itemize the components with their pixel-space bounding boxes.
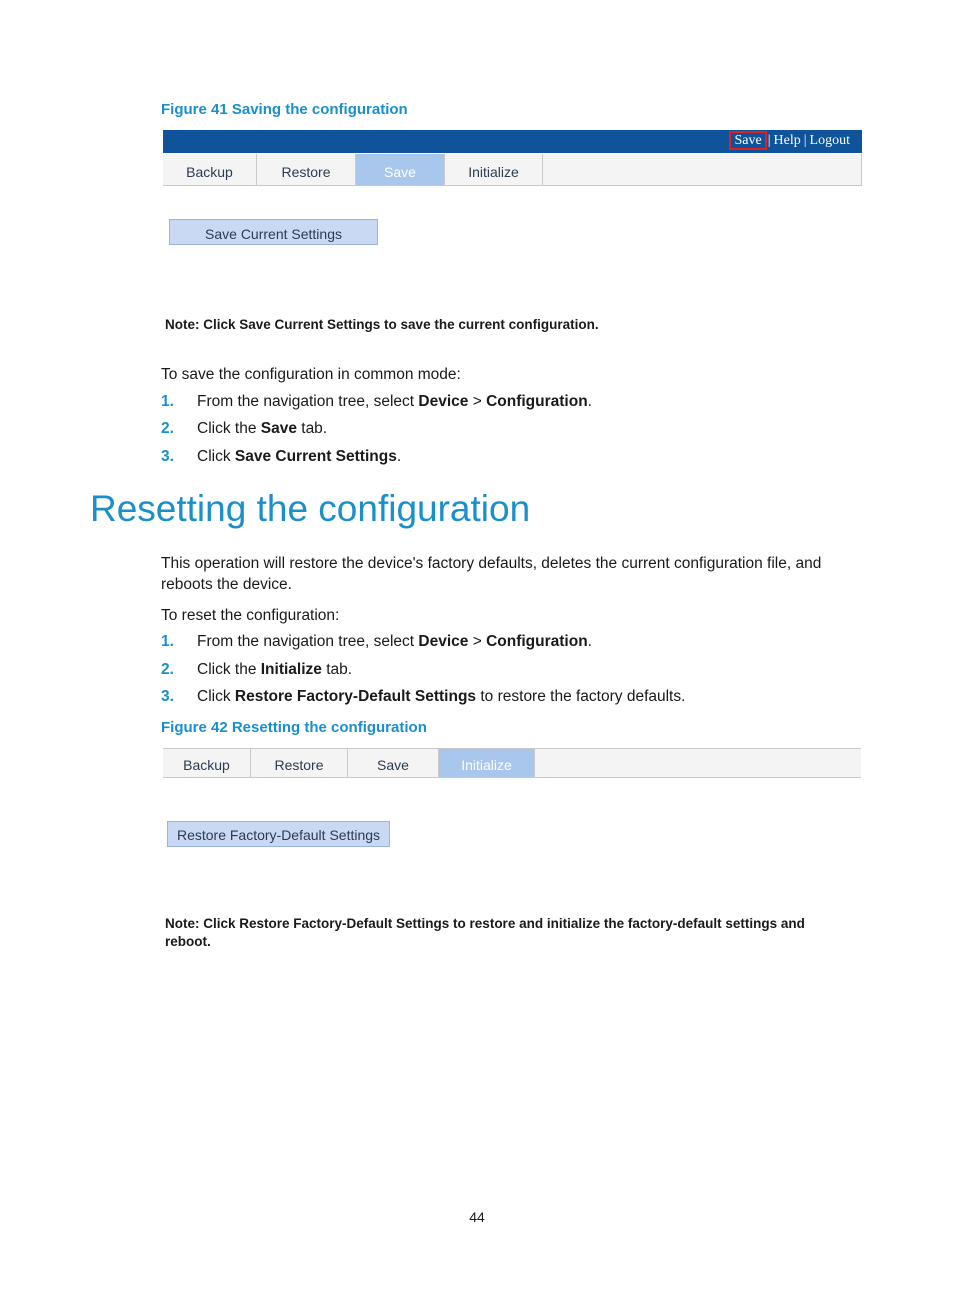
step-number: 3.	[161, 688, 174, 705]
step-text: Click Save Current Settings.	[197, 448, 402, 465]
tab-initialize[interactable]: Initialize	[439, 749, 535, 777]
section-heading: Resetting the configuration	[90, 488, 531, 529]
help-link[interactable]: Help	[773, 133, 801, 148]
figure-42-note	[165, 915, 805, 951]
tab-restore[interactable]: Restore	[251, 749, 348, 777]
restore-factory-default-settings-button[interactable]: Restore Factory-Default Settings	[167, 821, 390, 847]
tab-strip	[163, 154, 862, 186]
step-number: 2.	[161, 661, 174, 678]
figure-41-caption: Figure 41 Saving the configuration	[161, 101, 408, 118]
section-description: This operation will restore the device's factory defaults, deletes the current configuration file, and reboots the device.	[161, 555, 822, 593]
tab-restore[interactable]: Restore	[257, 154, 356, 185]
top-navigation-bar	[163, 130, 862, 153]
save-intro: To save the configuration in common mode:	[161, 366, 461, 383]
link-separator: |	[803, 133, 807, 148]
note-line: reboot.	[165, 934, 211, 949]
note-line: Note: Click Restore Factory-Default Settings to restore and initialize the factory-default settings and	[165, 916, 805, 931]
tab-save[interactable]: Save	[356, 154, 445, 185]
step-text: Click the Save tab.	[197, 420, 328, 437]
step-number: 1.	[161, 393, 174, 410]
step-number: 1.	[161, 633, 174, 650]
reset-intro: To reset the configuration:	[161, 607, 340, 624]
step-number: 2.	[161, 420, 174, 437]
figure-41-note: Note: Click Save Current Settings to save the current configuration.	[165, 317, 599, 332]
tab-strip	[163, 748, 861, 778]
step-text: Click the Initialize tab.	[197, 661, 353, 678]
tab-backup[interactable]: Backup	[163, 749, 251, 777]
figure-42-caption: Figure 42 Resetting the configuration	[161, 719, 427, 736]
step-number: 3.	[161, 448, 174, 465]
step-text: From the navigation tree, select Device > Configuration.	[197, 393, 592, 410]
page-number: 44	[469, 1209, 485, 1225]
save-link[interactable]: Save	[731, 133, 764, 148]
save-current-settings-button[interactable]: Save Current Settings	[169, 219, 378, 245]
link-separator: |	[767, 133, 771, 148]
tab-initialize[interactable]: Initialize	[445, 154, 543, 185]
step-text: Click Restore Factory-Default Settings to restore the factory defaults.	[197, 688, 686, 705]
step-text: From the navigation tree, select Device > Configuration.	[197, 633, 592, 650]
tab-backup[interactable]: Backup	[163, 154, 257, 185]
logout-link[interactable]: Logout	[809, 133, 850, 148]
top-links	[731, 133, 850, 149]
tab-save[interactable]: Save	[348, 749, 439, 777]
